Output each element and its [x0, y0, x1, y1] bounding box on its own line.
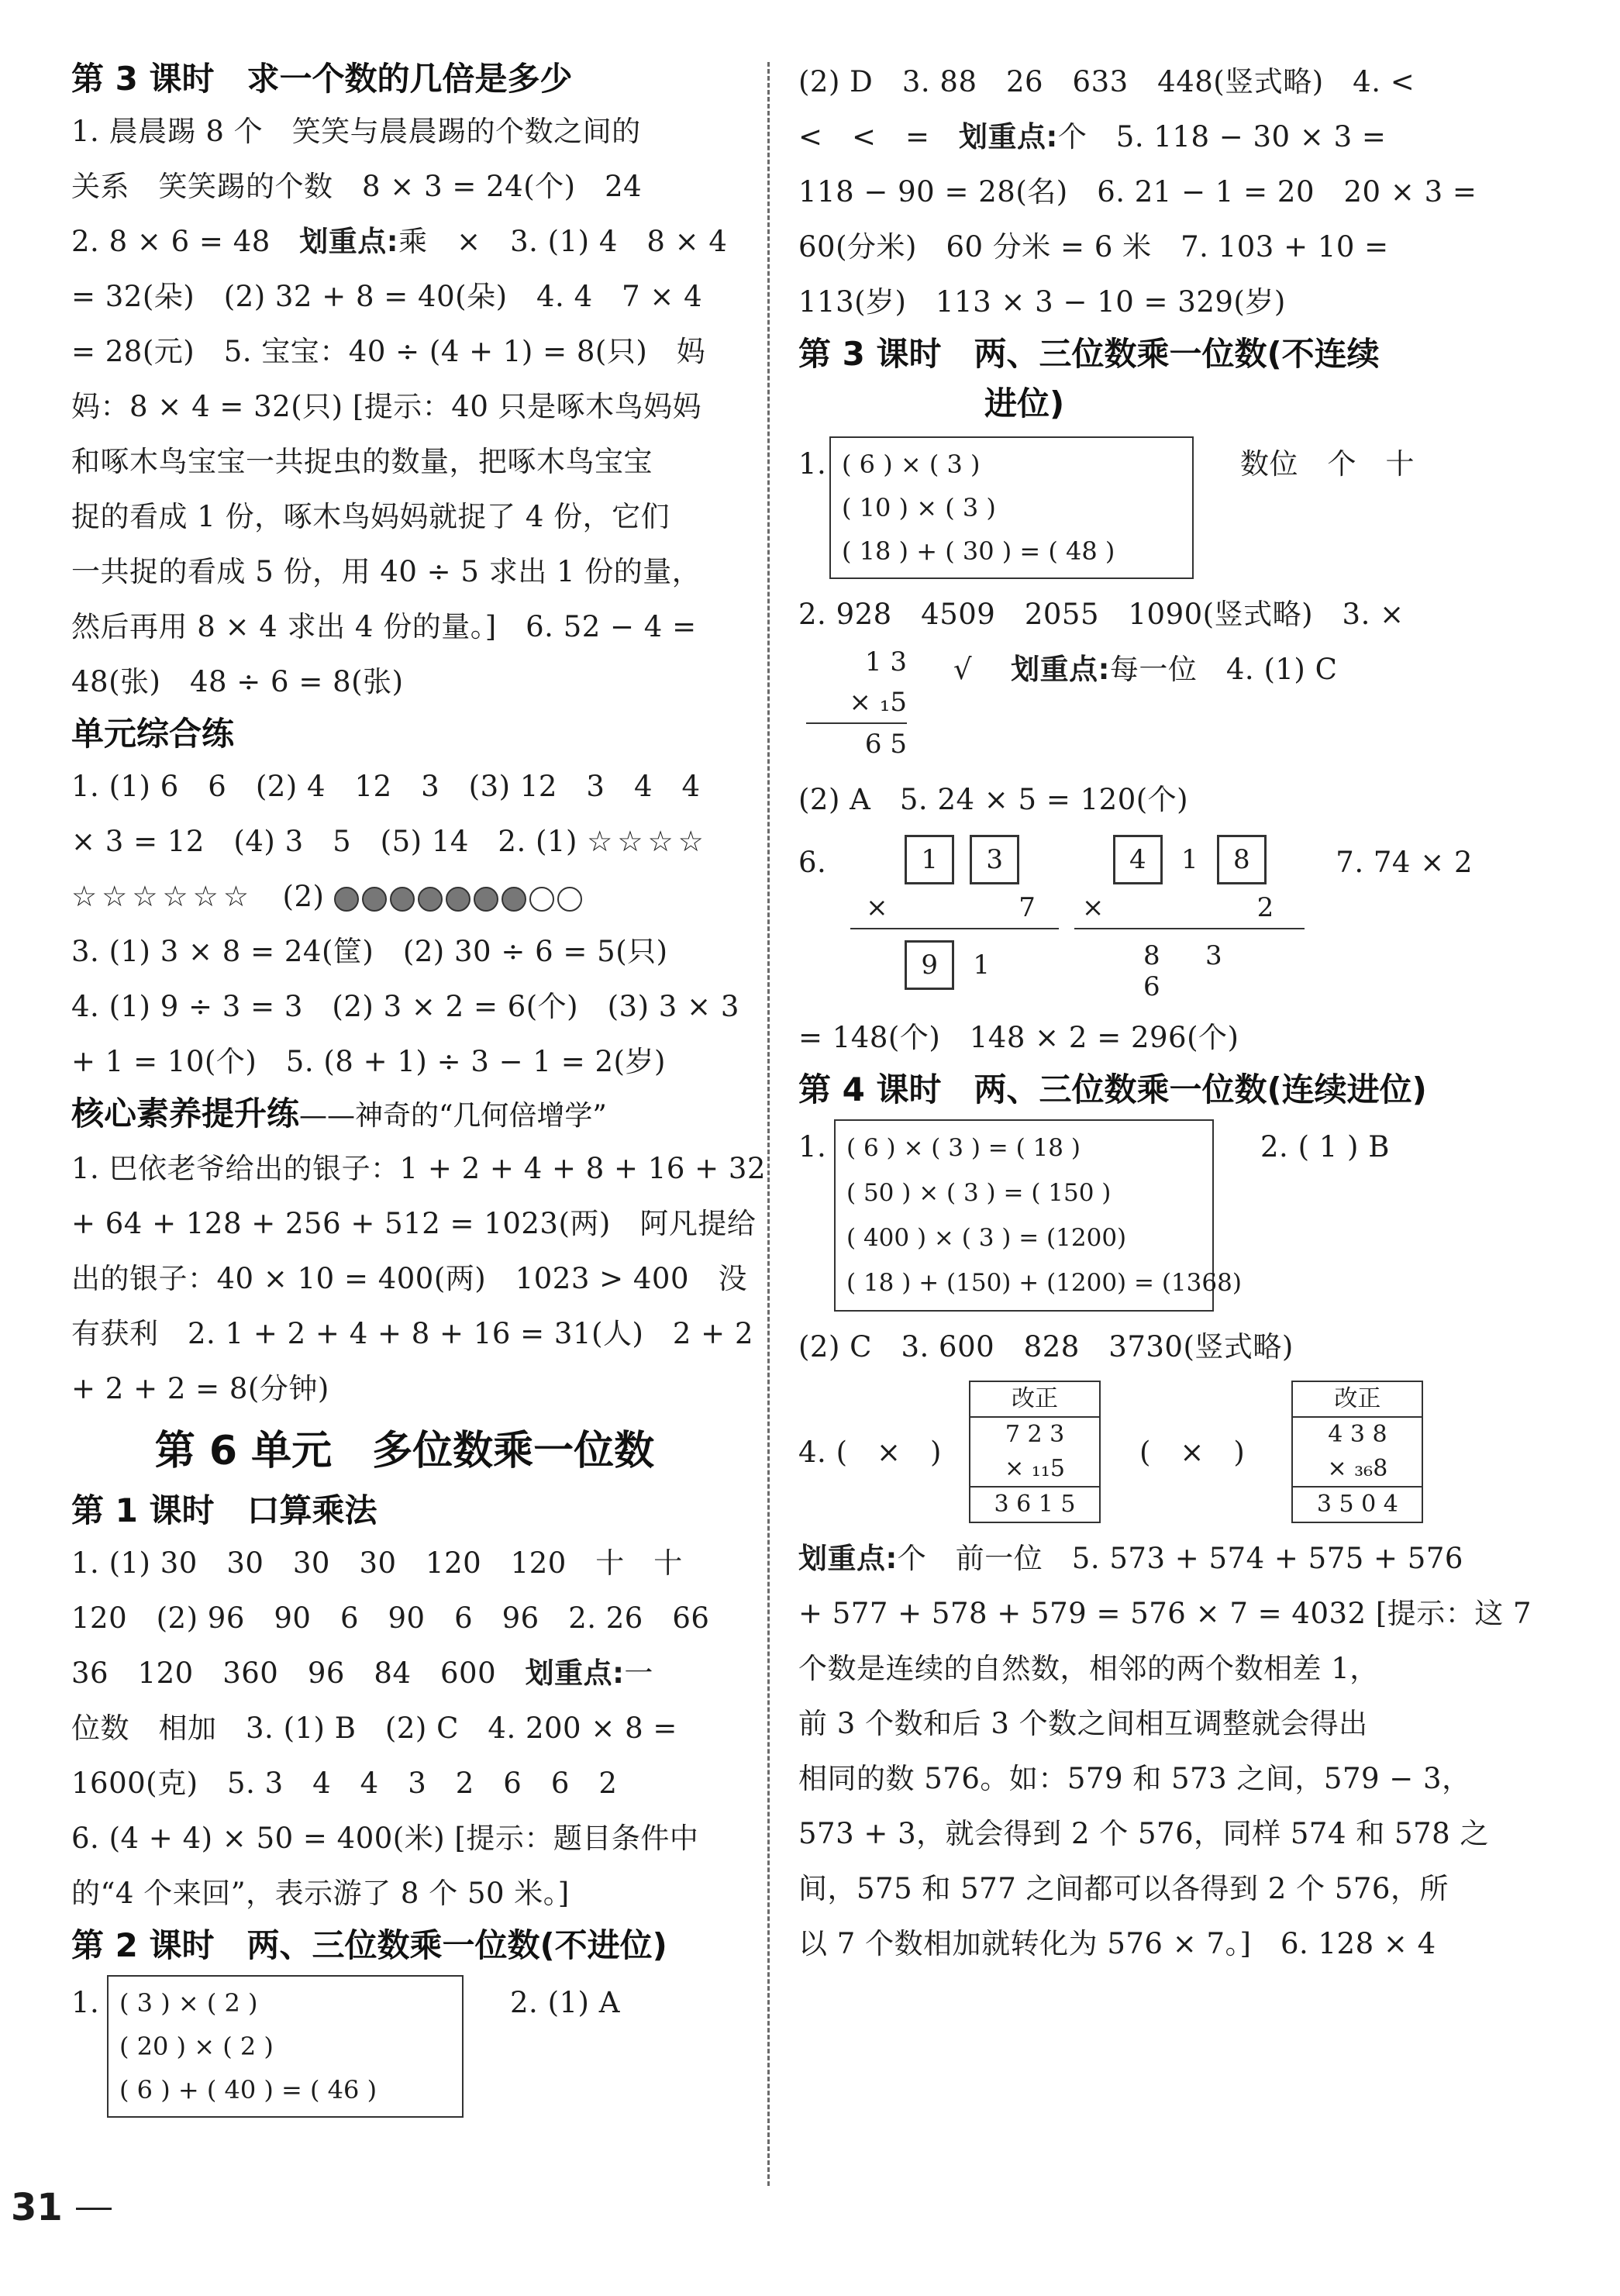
digit-puzzle-2: 4 1 8 × 2 8 36 — [1074, 835, 1305, 1002]
answer-line: 相同的数 576。如：579 和 573 之间，579 − 3， — [798, 1762, 1471, 1795]
answer-line: (2) D 3. 88 26 633 448(竖式略) 4. < — [798, 65, 1415, 98]
section-title-lesson2: 第 2 课时 两、三位数乘一位数(不进位) — [71, 1926, 667, 1964]
answer-line: 出的银子：40 × 10 = 400(两) 1023 > 400 没 — [71, 1262, 748, 1295]
answer-line: = 32(朵) (2) 32 + 8 = 40(朵) 4. 4 7 × 4 — [71, 280, 703, 313]
answer-line: 1. 晨晨踢 8 个 笑笑与晨晨踢的个数之间的 — [71, 115, 641, 148]
correction-box-2: 改正 4 3 8 × ₃₆8 3 5 0 4 — [1291, 1381, 1423, 1523]
filled-circle-icon — [362, 887, 387, 912]
answer-line: 和啄木鸟宝宝一共捉虫的数量，把啄木鸟宝宝 — [71, 445, 653, 478]
key-point-label: 划重点: — [525, 1656, 625, 1690]
answer-line: 573 + 3，就会得到 2 个 576，同样 574 和 578 之 — [798, 1817, 1489, 1850]
check-mark: √ — [953, 653, 973, 686]
page-number-dash — [76, 2208, 112, 2210]
calc-box: ( 6 ) × ( 3 ) = ( 18 ) ( 50 ) × ( 3 ) = ( 150 ) ( 400 ) × ( 3 ) = (1200) ( 18 ) + (150) + (1200) = (1368) — [834, 1119, 1214, 1312]
answer-line: 120 (2) 96 90 6 90 6 96 2. 26 66 — [71, 1601, 710, 1635]
empty-circle-icon — [529, 887, 554, 912]
answer-line: 前 3 个数和后 3 个数之间相互调整就会得出 — [798, 1707, 1368, 1740]
answer-line: + 64 + 128 + 256 + 512 = 1023(两) 阿凡提给 — [71, 1207, 757, 1240]
answer-row: 1. ( 6 ) × ( 3 ) = ( 18 ) ( 50 ) × ( 3 ) = ( 150 ) ( 400 ) × ( 3 ) = (1200) ( 18 ) + (150) + (1200) = (1368) 2. ( 1 ) B — [798, 1119, 1473, 1312]
key-point-label: 划重点: — [299, 225, 399, 258]
answer-line: 118 − 90 = 28(名) 6. 21 − 1 = 20 20 × 3 = — [798, 175, 1477, 209]
correction-box-1: 改正 7 2 3 × ₁₁5 3 6 1 5 — [969, 1381, 1101, 1523]
answer-line: + 2 + 2 = 8(分钟) — [71, 1372, 329, 1405]
filled-circle-icon — [390, 887, 415, 912]
key-point-label: 划重点: — [1011, 653, 1110, 686]
answer-line: 113(岁) 113 × 3 − 10 = 329(岁) — [798, 285, 1286, 319]
answer-line: 捉的看成 1 份，啄木鸟妈妈就捉了 4 份，它们 — [71, 500, 670, 533]
answer-line: < < = 划重点:个 5. 118 − 30 × 3 = — [798, 120, 1387, 153]
empty-circle-icon — [557, 887, 582, 912]
filled-circle-icon — [474, 887, 498, 912]
section-title-lesson1: 第 1 课时 口算乘法 — [71, 1491, 377, 1529]
answer-line: × 3 = 12 (4) 3 5 (5) 14 2. (1) ☆☆☆☆ — [71, 825, 708, 858]
answer-line: + 577 + 578 + 579 = 576 × 7 = 4032 [提示：这 7 — [798, 1597, 1532, 1630]
section-title-lesson4: 第 4 课时 两、三位数乘一位数(连续进位) — [798, 1070, 1427, 1108]
answer-line: 1600(克) 5. 3 4 4 3 2 6 6 2 — [71, 1767, 618, 1800]
answer-line: 1. (1) 30 30 30 30 120 120 十 十 — [71, 1546, 683, 1580]
stars-row: ☆☆☆☆ — [587, 825, 708, 858]
left-column — [71, 54, 767, 2118]
answer-line: 3. (1) 3 × 8 = 24(筐) (2) 30 ÷ 6 = 5(只) — [71, 935, 668, 968]
answer-line: 4. (1) 9 ÷ 3 = 3 (2) 3 × 2 = 6(个) (3) 3 × 3 — [71, 990, 739, 1023]
answer-line: 2. 928 4509 2055 1090(竖式略) 3. × — [798, 598, 1405, 631]
answer-line: ☆☆☆☆☆☆ (2) — [71, 869, 738, 924]
filled-circle-icon — [502, 887, 526, 912]
digit-puzzle-1: 1 3 × 7 9 1 — [850, 835, 1059, 990]
answer-line: 2. 8 × 6 = 48 划重点:乘 × 3. (1) 4 8 × 4 — [71, 225, 728, 258]
right-column — [798, 54, 1532, 1971]
calc-box: ( 6 ) × ( 3 ) ( 10 ) × ( 3 ) ( 18 ) + ( 30 ) = ( 48 ) — [829, 436, 1194, 579]
vertical-calc: 1 3 × ₁5 6 5 — [806, 642, 907, 764]
key-point-label: 划重点: — [959, 120, 1058, 153]
answer-line: 妈：8 × 4 = 32(只) [提示：40 只是啄木鸟妈妈 — [71, 390, 702, 423]
answer-line: 的“4 个来回”，表示游了 8 个 50 米。] — [71, 1877, 570, 1910]
page-number: 31 — [11, 2186, 63, 2229]
answer-row: 4. ( × ) 改正 7 2 3 × ₁₁5 3 6 1 5 ( × ) 改正 4 3 8 × ₃₆8 3 5 0 4 — [798, 1381, 1473, 1523]
answer-line: 1. (1) 6 6 (2) 4 12 3 (3) 12 3 4 4 — [71, 770, 701, 803]
filled-circle-icon — [418, 887, 443, 912]
calc-box: ( 3 ) × ( 2 ) ( 20 ) × ( 2 ) ( 6 ) + ( 40 ) = ( 46 ) — [107, 1975, 464, 2118]
answer-line: 个数是连续的自然数，相邻的两个数相差 1， — [798, 1652, 1379, 1685]
answer-line: 36 120 360 96 84 600 划重点:一 — [71, 1656, 653, 1690]
section-title-lesson3b: 第 3 课时 两、三位数乘一位数(不连续 — [798, 335, 1380, 373]
unit-title: 第 6 单元 多位数乘一位数 — [154, 1428, 655, 1474]
answer-line: 划重点:个 前一位 5. 573 + 574 + 575 + 576 — [798, 1542, 1463, 1575]
circles-answer — [334, 887, 582, 912]
answer-line: (2) C 3. 600 828 3730(竖式略) — [798, 1330, 1294, 1363]
answer-line: 以 7 个数相加就转化为 576 × 7。] 6. 128 × 4 — [798, 1927, 1436, 1960]
answer-line: (2) A 5. 24 × 5 = 120(个) — [798, 783, 1189, 816]
section-title-unit-review: 单元综合练 — [71, 715, 235, 753]
answer-line: 60(分米) 60 分米 = 6 米 7. 103 + 10 = — [798, 230, 1389, 264]
answer-row: 1. ( 6 ) × ( 3 ) ( 10 ) × ( 3 ) ( 18 ) + ( 30 ) = ( 48 ) 数位 个 十 — [798, 436, 1473, 579]
section-title-lesson3b-cont: 进位) — [984, 384, 1065, 422]
answer-line: 1. 巴依老爷给出的银子：1 + 2 + 4 + 8 + 16 + 32 — [71, 1152, 767, 1185]
key-point-label: 划重点: — [798, 1542, 898, 1575]
answer-row: 6. 1 3 × 7 9 1 4 1 8 × 2 8 36 7. 74 × 2 — [798, 835, 1473, 1002]
answer-line: 关系 笑笑踢的个数 8 × 3 = 24(个) 24 — [71, 170, 643, 203]
filled-circle-icon — [446, 887, 470, 912]
answer-line: = 148(个) 148 × 2 = 296(个) — [798, 1021, 1239, 1054]
answer-line: 间，575 和 577 之间都可以各得到 2 个 576，所 — [798, 1872, 1449, 1905]
column-divider — [767, 62, 770, 2186]
answer-row: 1. ( 3 ) × ( 2 ) ( 20 ) × ( 2 ) ( 6 ) + ( 40 ) = ( 46 ) 2. (1) A — [71, 1975, 738, 2118]
answer-line: 有获利 2. 1 + 2 + 4 + 8 + 16 = 31(人) 2 + 2 — [71, 1317, 753, 1350]
answer-line: 6. (4 + 4) × 50 = 400(米) [提示：题目条件中 — [71, 1822, 699, 1855]
answer-line: 一共捉的看成 5 份，用 40 ÷ 5 求出 1 份的量， — [71, 555, 701, 588]
answer-line: 位数 相加 3. (1) B (2) C 4. 200 × 8 = — [71, 1712, 677, 1745]
answer-row: 1 3 × ₁5 6 5 √ 划重点:每一位 4. (1) C — [798, 642, 1473, 764]
answer-line: = 28(元) 5. 宝宝：40 ÷ (4 + 1) = 8(只) 妈 — [71, 335, 706, 368]
section-title-core-literacy: 核心素养提升练——神奇的“几何倍增学” — [71, 1095, 607, 1132]
stars-row: ☆☆☆☆☆☆ — [71, 880, 254, 913]
filled-circle-icon — [334, 887, 359, 912]
answer-line: 48(张) 48 ÷ 6 = 8(张) — [71, 665, 404, 698]
section-title-lesson3: 第 3 课时 求一个数的几倍是多少 — [71, 60, 573, 98]
answer-line: + 1 = 10(个) 5. (8 + 1) ÷ 3 − 1 = 2(岁) — [71, 1045, 666, 1078]
answer-line: 然后再用 8 × 4 求出 4 份的量。] 6. 52 − 4 = — [71, 610, 697, 643]
